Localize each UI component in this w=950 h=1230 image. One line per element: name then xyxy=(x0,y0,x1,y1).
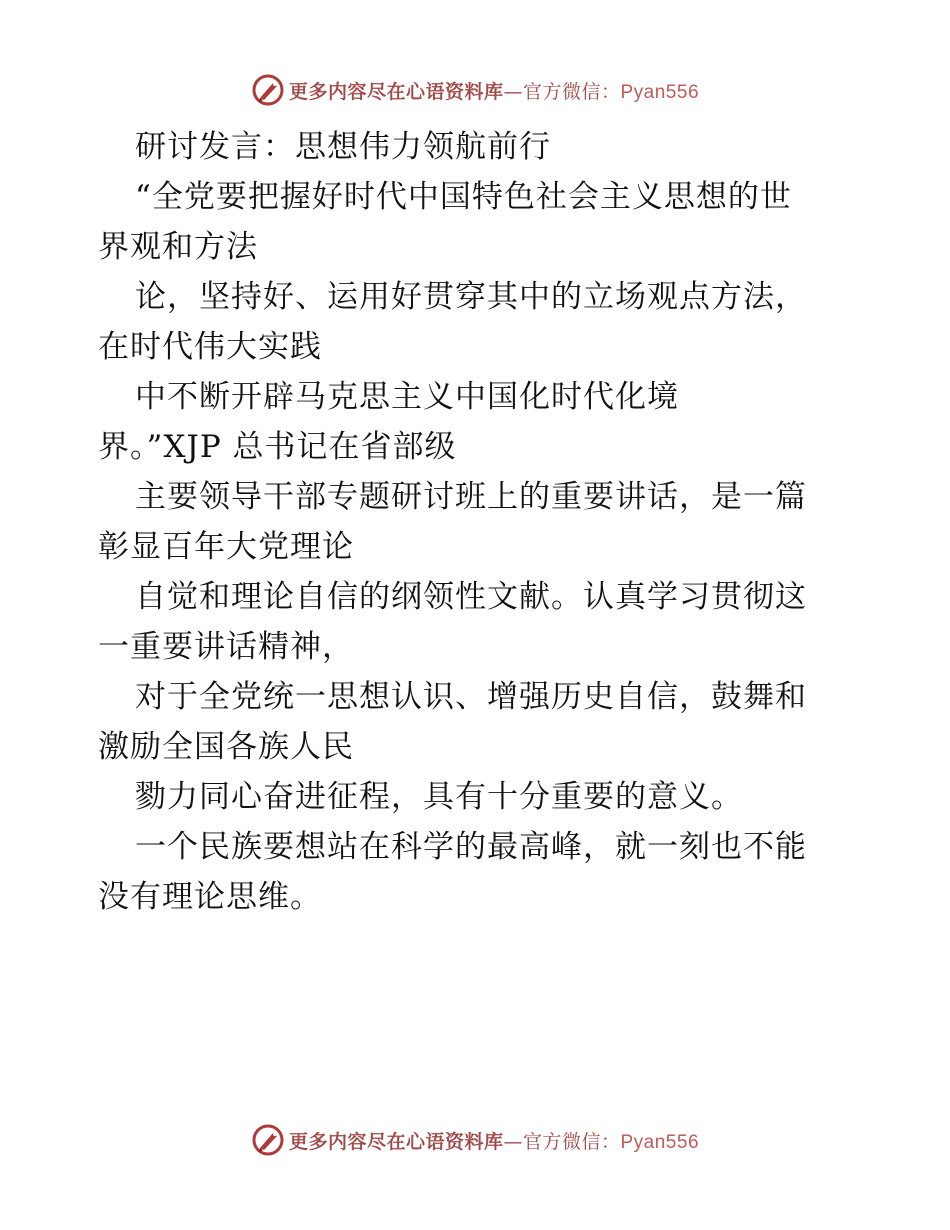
doc-line: 中不断开辟马克思主义中国化时代化境 xyxy=(135,379,679,415)
watermark-official: 官方微信： xyxy=(522,1130,621,1153)
doc-line: 主要领导干部专题研讨班上的重要讲话，是一篇 xyxy=(135,479,807,515)
watermark-separator: — xyxy=(503,1130,523,1153)
pen-logo-icon xyxy=(251,1123,285,1157)
doc-line: 没有理论思维。 xyxy=(98,879,322,915)
watermark-official: 官方微信： xyxy=(522,80,621,103)
watermark-text xyxy=(289,77,699,104)
watermark-text xyxy=(289,1127,699,1154)
watermark-id: Pyan556 xyxy=(620,1131,700,1153)
watermark-prefix: 更多内容尽在心语资料库 xyxy=(288,80,504,103)
pen-logo-icon xyxy=(251,73,285,107)
doc-line: 研讨发言：思想伟力领航前行 xyxy=(135,129,551,165)
doc-line: 界观和方法 xyxy=(98,229,258,265)
doc-line: 对于全党统一思想认识、增强历史自信，鼓舞和 xyxy=(135,679,807,715)
doc-line: 自觉和理论自信的纲领性文献。认真学习贯彻这 xyxy=(135,579,807,615)
doc-line: “全党要把握好时代中国特色社会主义思想的世 xyxy=(135,179,792,215)
watermark-prefix: 更多内容尽在心语资料库 xyxy=(288,1130,504,1153)
watermark-id: Pyan556 xyxy=(620,81,700,103)
doc-line: 彰显百年大党理论 xyxy=(98,529,354,565)
doc-line: 勠力同心奋进征程，具有十分重要的意义。 xyxy=(135,779,743,815)
header-watermark xyxy=(0,70,950,110)
doc-line: 激励全国各族人民 xyxy=(98,729,354,765)
watermark-separator: — xyxy=(503,80,523,103)
footer-watermark xyxy=(0,1120,950,1160)
doc-line: 论，坚持好、运用好贯穿其中的立场观点方法， xyxy=(135,279,807,315)
doc-line: 界。”XJP 总书记在省部级 xyxy=(98,429,457,465)
doc-line: 一个民族要想站在科学的最高峰，就一刻也不能 xyxy=(135,829,807,865)
doc-line: 在时代伟大实践 xyxy=(98,329,322,365)
doc-line: 一重要讲话精神， xyxy=(98,629,354,665)
document-body xyxy=(98,122,858,922)
